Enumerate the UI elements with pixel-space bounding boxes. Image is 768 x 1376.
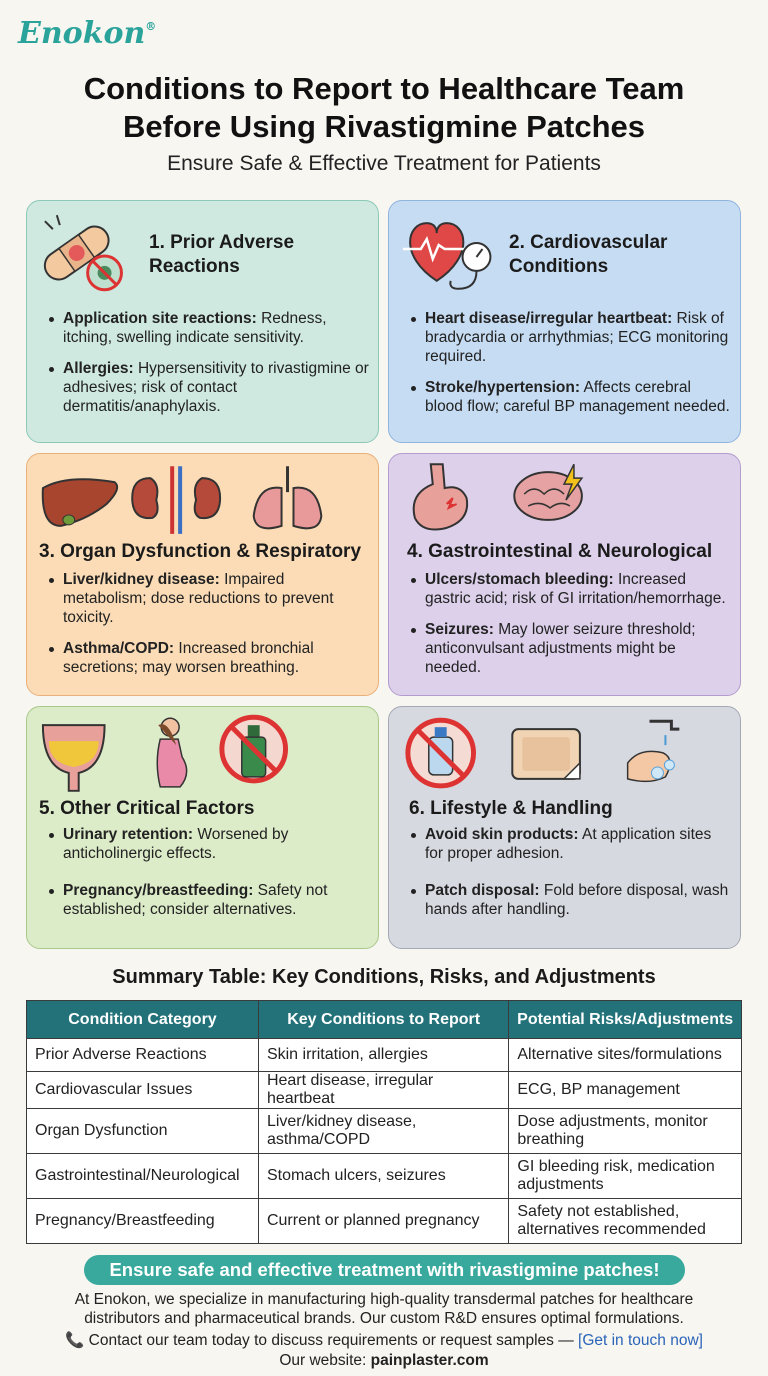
- card-title: 4. Gastrointestinal & Neurological: [407, 541, 713, 562]
- stomach-icon: [414, 464, 467, 529]
- card-gastrointestinal-neurological: [388, 453, 741, 696]
- table-cell: Pregnancy/Breastfeeding: [27, 1199, 259, 1244]
- card-list: [47, 825, 370, 931]
- hand-washing-icon: [628, 721, 680, 781]
- card-list: [409, 309, 732, 428]
- table-cell: Gastrointestinal/Neurological: [27, 1154, 259, 1199]
- card-list: [47, 570, 370, 689]
- list-item: Application site reactions: Redness, itching, swelling indicate sensitivity.: [47, 309, 370, 347]
- about-text: At Enokon, we specialize in manufacturing high-quality transdermal patches for healthcare distributors and pharmaceutical brands. Our custom R&D ensures optimal formulations.: [74, 1291, 694, 1327]
- table-cell: Organ Dysfunction: [27, 1109, 259, 1154]
- summary-title: Summary Table: Key Conditions, Risks, and Adjustments: [112, 966, 656, 988]
- phone-icon: 📞: [65, 1332, 85, 1349]
- list-item: Ulcers/stomach bleeding: Increased gastric acid; risk of GI irritation/hemorrhage.: [409, 570, 732, 608]
- pregnant-woman-icon: [157, 718, 186, 787]
- list-item: Seizures: May lower seizure threshold; anticonvulsant adjustments might be needed.: [409, 620, 732, 677]
- list-item: Liver/kidney disease: Impaired metabolism; dose reductions to prevent toxicity.: [47, 570, 370, 627]
- table-header-row: [27, 1001, 742, 1039]
- page-title: Conditions to Report to Healthcare Team Before Using Rivastigmine Patches: [83, 71, 685, 144]
- card-list: [409, 825, 732, 931]
- table-cell: Prior Adverse Reactions: [27, 1039, 259, 1072]
- card-icons: [389, 454, 740, 554]
- table-row: [27, 1109, 742, 1154]
- table-cell: Heart disease, irregular heartbeat: [258, 1072, 508, 1109]
- liver-icon: [43, 479, 117, 526]
- card-prior-adverse-reactions: [26, 200, 379, 443]
- summary-table: [26, 1000, 742, 1244]
- list-item: Heart disease/irregular heartbeat: Risk of bradycardia or arrhythmias; ECG monitoring required.: [409, 309, 732, 366]
- website-link[interactable]: painplaster.com: [370, 1352, 489, 1369]
- list-item: Asthma/COPD: Increased bronchial secretions; may worsen breathing.: [47, 639, 370, 677]
- column-header: Key Conditions to Report: [258, 1001, 508, 1039]
- card-organ-dysfunction: [26, 453, 379, 696]
- list-item: Patch disposal: Fold before disposal, wash hands after handling.: [409, 881, 732, 919]
- brain-lightning-icon: [514, 464, 582, 520]
- allergen-prohibited-icon: [88, 256, 122, 290]
- table-cell: Cardiovascular Issues: [27, 1072, 259, 1109]
- table-cell: Liver/kidney disease, asthma/COPD: [258, 1109, 508, 1154]
- no-lotion-icon: [408, 720, 474, 786]
- list-item: Avoid skin products: At application sites for proper adhesion.: [409, 825, 732, 863]
- table-cell: Skin irritation, allergies: [258, 1039, 508, 1072]
- list-item: Pregnancy/breastfeeding: Safety not established; consider alternatives.: [47, 881, 370, 919]
- card-lifestyle-handling: [388, 706, 741, 949]
- card-title: 3. Organ Dysfunction & Respiratory: [39, 541, 362, 562]
- card-title: 1. Prior Adverse Reactions: [149, 232, 295, 277]
- card-title: 5. Other Critical Factors: [39, 798, 255, 819]
- card-list: [409, 570, 732, 689]
- card-cardiovascular-conditions: [388, 200, 741, 443]
- table-row: [27, 1154, 742, 1199]
- table-cell: Stomach ulcers, seizures: [258, 1154, 508, 1199]
- table-cell: Alternative sites/formulations: [509, 1039, 742, 1072]
- card-title: 2. Cardiovascular Conditions: [509, 232, 668, 277]
- brand-logo: Enokon®: [18, 16, 157, 51]
- no-alcohol-icon: [222, 717, 286, 781]
- bladder-icon: [43, 725, 105, 791]
- get-in-touch-link[interactable]: [Get in touch now]: [578, 1332, 703, 1349]
- table-cell: Dose adjustments, monitor breathing: [509, 1109, 742, 1154]
- lungs-icon: [254, 466, 322, 528]
- kidneys-icon: [132, 466, 220, 534]
- list-item: Urinary retention: Worsened by anticholinergic effects.: [47, 825, 370, 863]
- card-list: [47, 309, 370, 428]
- heart-ecg-icon: [403, 223, 473, 281]
- table-cell: Safety not established, alternatives recommended: [509, 1199, 742, 1244]
- card-icons: [27, 454, 378, 554]
- card-other-critical-factors: [26, 706, 379, 949]
- page-subtitle: Ensure Safe & Effective Treatment for Patients: [167, 152, 601, 175]
- table-row: [27, 1072, 742, 1109]
- table-row: [27, 1039, 742, 1072]
- card-icons: [27, 707, 378, 807]
- card-title: 6. Lifestyle & Handling: [409, 798, 613, 819]
- table-row: [27, 1199, 742, 1244]
- website-line: Our website: painplaster.com: [279, 1352, 489, 1369]
- column-header: Condition Category: [27, 1001, 259, 1039]
- list-item: Stroke/hypertension: Affects cerebral blood flow; careful BP management needed.: [409, 378, 732, 416]
- contact-line: 📞 Contact our team today to discuss requirements or request samples — [Get in touch now]: [65, 1332, 703, 1349]
- table-cell: GI bleeding risk, medication adjustments: [509, 1154, 742, 1199]
- cta-banner: Ensure safe and effective treatment with rivastigmine patches!: [84, 1255, 685, 1285]
- table-cell: Current or planned pregnancy: [258, 1199, 508, 1244]
- list-item: Allergies: Hypersensitivity to rivastigmine or adhesives; risk of contact dermatitis/anaphylaxis.: [47, 359, 370, 416]
- card-icons: [389, 707, 740, 807]
- table-cell: ECG, BP management: [509, 1072, 742, 1109]
- patch-icon: [512, 729, 580, 779]
- column-header: Potential Risks/Adjustments: [509, 1001, 742, 1039]
